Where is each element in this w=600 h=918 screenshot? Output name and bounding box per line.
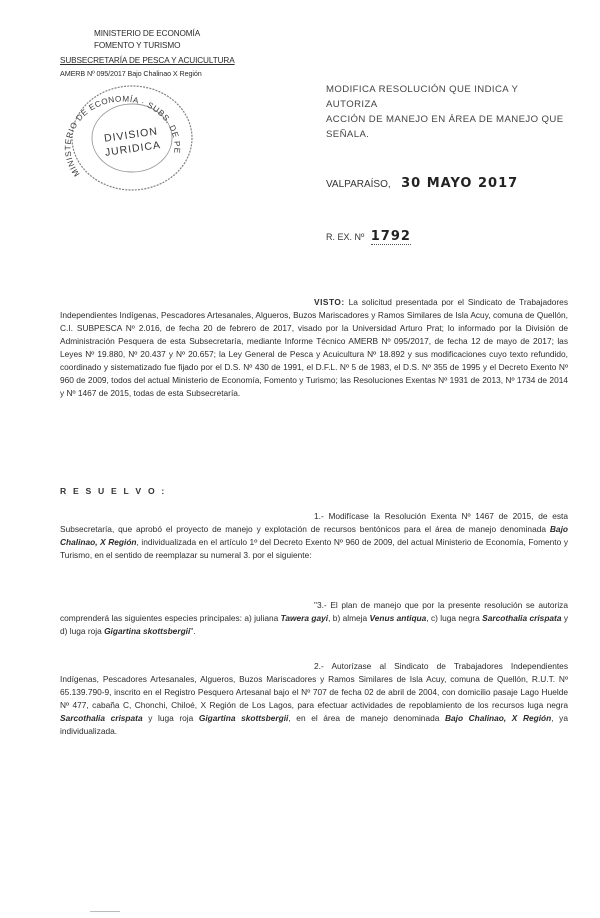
date-city: VALPARAÍSO, <box>326 179 391 190</box>
title-line-2: ACCIÓN DE MANEJO EN ÁREA DE MANEJO QUE <box>326 114 564 125</box>
stamp-ring-text: MINISTERIO DE ECONOMÍA · SUBS. DE PE <box>63 94 182 179</box>
quote-text-c: , c) luga negra <box>426 613 483 623</box>
item-2-text-b: y luga roja <box>142 713 199 723</box>
footer-rule <box>90 911 120 912</box>
item-2-text-d: , ya individualizada. <box>60 713 568 736</box>
document-title <box>326 82 566 142</box>
species-sarcothalia-crispata: Sarcothalia crispata <box>482 613 562 623</box>
division-juridica-stamp <box>52 82 194 200</box>
item-2-text-a: 2.- Autorízase al Sindicato de Trabajadores Independientes Indígenas, Pescadores Artesanales, Algueros, Buzos Mariscadores y Ramos Similares de Isla Acuy, comuna de Quellón, R.U.T. Nº 65.139.790-9, inscrito en el Registro Pesquero Artesanal bajo el Nº 707 de fecha 02 de abril de 2004, con domicilio pasaje Lago Huelde Nº 477, cabaña C, Chonchi, Chiloé, X Región de Los Lagos, para efectuar actividades de repoblamiento de los recursos luga negra <box>60 661 568 710</box>
subsecretaria-name: SUBSECRETARÍA DE PESCA Y ACUICULTURA <box>60 56 235 65</box>
quote-text-b: , b) almeja <box>328 613 370 623</box>
species-venus-antiqua: Venus antiqua <box>369 613 427 623</box>
visto-paragraph <box>60 296 568 400</box>
visto-text: La solicitud presentada por el Sindicato de Trabajadores Independientes Indígenas, Pescadores Artesanales, Algueros, Buzos Mariscadores y Ramos Similares de Isla Acuy, comuna de Quellón, C.I. SUBPESCA Nº 2.016, de fecha 20 de febrero de 2017, visado por la Universidad Arturo Prat; lo informado por la División de Administración Pesquera de esta Subsecretaría, mediante Informe Técnico AMERB Nº 095/2017, de fecha 12 de mayo de 2017; las Leyes Nº 19.880, Nº 20.437 y Nº 20.657; la Ley General de Pesca y Acuicultura Nº 18.892 y sus modificaciones cuyo texto refundido, coordinado y sistematizado fue fijado por el D.S. Nº 430 de 1991, el D.F.L. Nº 5 de 1983, el D.S. Nº 355 de 1995 y el Decreto Exento Nº 960 de 2009, todos del actual Ministerio de Economía, Fomento y Turismo; las Resoluciones Exentas Nº 1931 de 2013, Nº 1734 de 2014 y Nº 1467 de 2015, todas de esta Subsecretaría. <box>60 297 568 398</box>
quote-text-d: y d) luga roja <box>60 613 569 636</box>
resolution-number: 1792 <box>370 229 411 244</box>
stamp-center-line2: JURIDICA <box>104 139 162 159</box>
item-1-paragraph <box>60 510 568 562</box>
species-gigartina-skottsbergii: Gigartina skottsbergii <box>104 626 191 636</box>
title-line-1: MODIFICA RESOLUCIÓN QUE INDICA Y AUTORIZA <box>326 84 519 110</box>
date-stamp: 30 MAYO 2017 <box>401 176 519 191</box>
date-line <box>326 174 518 192</box>
item-2-species-sarcothalia: Sarcothalia crispata <box>60 713 143 723</box>
item-2-text-c: , en el área de manejo denominada <box>288 713 445 723</box>
quote-text-a: "3.- El plan de manejo que por la presente resolución se autoriza comprenderá las siguientes especies principales: a) juliana <box>60 600 568 623</box>
item-1-text-b: , individualizada en el artículo 1º del Decreto Exento Nº 960 de 2009, del actual Ministerio de Economía, Fomento y Turismo, en el sentido de reemplazar su numeral 3. por el siguiente: <box>60 537 568 560</box>
resolution-label: R. EX. Nº <box>326 232 365 242</box>
visto-label: VISTO: <box>314 297 345 307</box>
ministry-name: MINISTERIO DE ECONOMÍA <box>94 29 201 38</box>
stamp-graphic <box>52 82 194 200</box>
title-line-3: SEÑALA. <box>326 129 370 140</box>
species-tawera-gayi: Tawera gayi <box>280 613 329 623</box>
reference-line: AMERB Nº 095/2017 Bajo Chalinao X Región <box>60 69 202 78</box>
ministry-subtitle: FOMENTO Y TURISMO <box>94 41 181 50</box>
item-2-species-gigartina: Gigartina skottsbergii <box>198 713 289 723</box>
resuelvo-heading: R E S U E L V O : <box>60 486 167 496</box>
quote-text-e: ". <box>190 626 196 636</box>
item-2-paragraph <box>60 660 568 738</box>
item-2-area-name: Bajo Chalinao, X Región <box>444 713 552 723</box>
item-1-text-a: 1.- Modifícase la Resolución Exenta Nº 1467 de 2015, de esta Subsecretaría, que aprobó el proyecto de manejo y explotación de recursos bentónicos para el área de manejo denominada <box>60 511 568 534</box>
quoted-numeral-3 <box>60 599 568 638</box>
item-1-area-name: Bajo Chalinao, X Región <box>60 524 568 547</box>
resolution-number-line <box>326 227 411 245</box>
stamp-center-line1: DIVISION <box>103 125 159 145</box>
